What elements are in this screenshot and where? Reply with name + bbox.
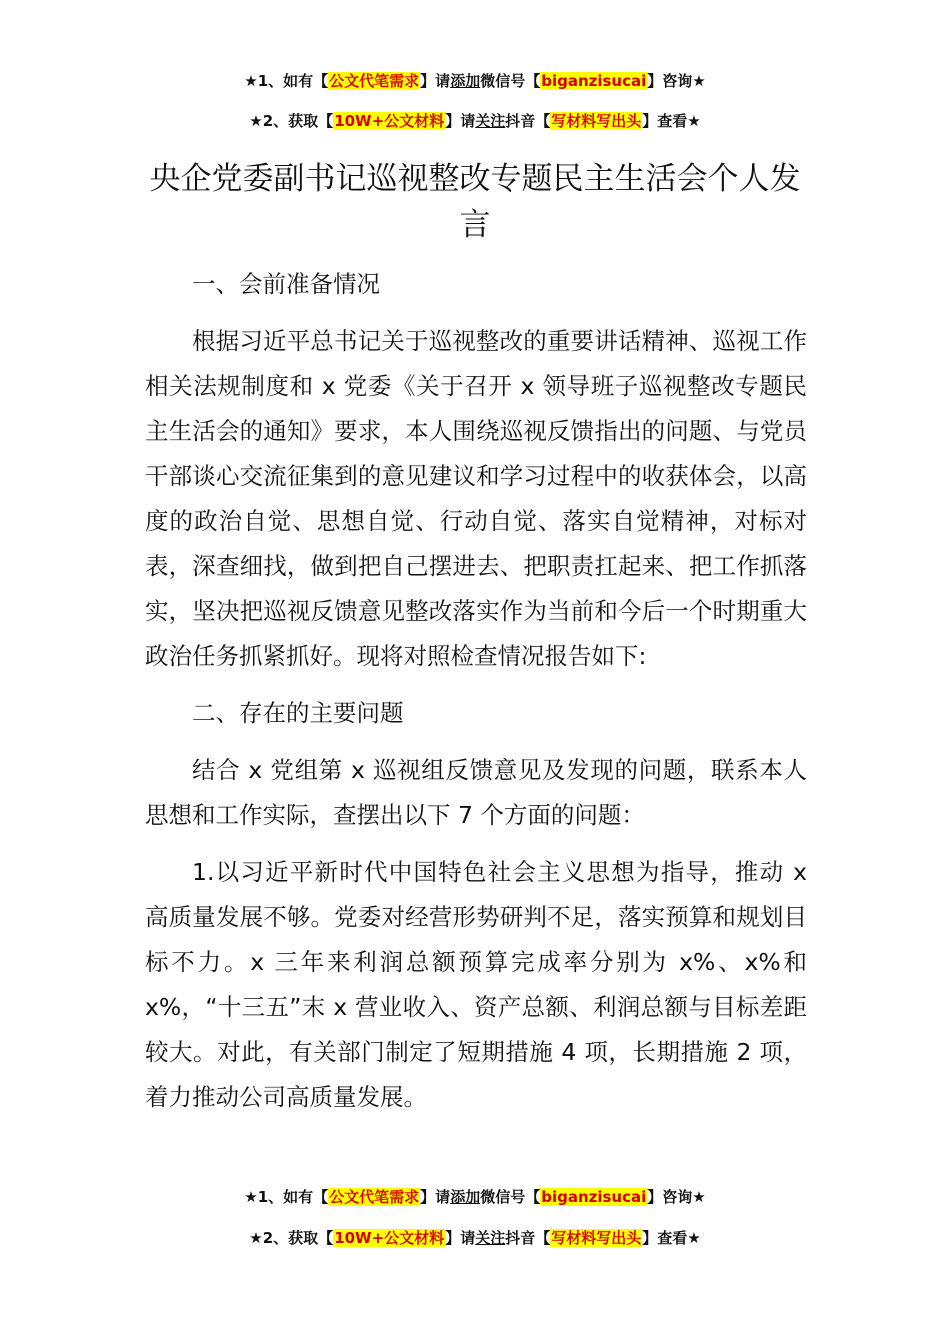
banner-highlight: biganzisucai xyxy=(541,72,647,90)
banner-text: 微信号【 xyxy=(480,72,541,90)
banner-highlight: biganzisucai xyxy=(541,1188,647,1206)
banner-text: 】咨询★ xyxy=(647,72,706,90)
banner-text: 】查看★ xyxy=(642,112,701,130)
banner-highlight: 公文代笔需求 xyxy=(329,1188,420,1206)
document-body xyxy=(145,262,807,1132)
paragraph: 根据习近平总书记关于巡视整改的重要讲话精神、巡视工作相关法规制度和 x 党委《关于召开 x 领导班子巡视整改专题民主生活会的通知》要求，本人围绕巡视反馈指出的问题、与党员干部谈心交流征集到的意见建议和学习过程中的收获体会，以高度的政治自觉、思想自觉、行动自觉、落实自觉精神，对标对表，深查细找，做到把自己摆进去、把职责扛起来、把工作抓落实，坚决把巡视反馈意见整改落实作为当前和今后一个时期重大政治任务抓紧抓好。现将对照检查情况报告如下: xyxy=(145,327,807,670)
banner-text: 抖音【 xyxy=(505,112,551,130)
banner-text: 】请 xyxy=(445,1229,476,1247)
banner-text: 】查看★ xyxy=(642,1229,701,1247)
banner-highlight: 写材料写出头 xyxy=(551,112,642,130)
banner-text: ★2、获取【 xyxy=(249,112,334,130)
banner-highlight: 写材料写出头 xyxy=(551,1229,642,1247)
banner-text: 】请 xyxy=(420,1188,451,1206)
banner-underlined-text: 添加 xyxy=(450,1188,481,1206)
paragraph: 结合 x 党组第 x 巡视组反馈意见及发现的问题，联系本人思想和工作实际，查摆出以下 7 个方面的问题： xyxy=(145,756,807,829)
banner-text: 微信号【 xyxy=(480,1188,541,1206)
banner-highlight: 10W+公文材料 xyxy=(334,1229,445,1247)
footer-banner-line2 xyxy=(0,1227,950,1249)
footer-banner-line1 xyxy=(0,1186,950,1208)
banner-text: ★1、如有【 xyxy=(244,72,329,90)
banner-text: 】请 xyxy=(420,72,451,90)
banner-highlight: 10W+公文材料 xyxy=(334,112,445,130)
banner-underlined-text: 关注 xyxy=(475,1229,506,1247)
banner-text: ★1、如有【 xyxy=(244,1188,329,1206)
banner-underlined-text: 关注 xyxy=(475,112,506,130)
section-heading: 一、会前准备情况 xyxy=(192,270,380,298)
banner-text: 】咨询★ xyxy=(647,1188,706,1206)
section-heading: 二、存在的主要问题 xyxy=(192,699,404,727)
banner-text: 抖音【 xyxy=(505,1229,551,1247)
banner-highlight: 公文代笔需求 xyxy=(329,72,420,90)
header-banner-line2 xyxy=(0,110,950,132)
header-banner-line1 xyxy=(0,70,950,92)
banner-text: 】请 xyxy=(445,112,476,130)
paragraph: 1.以习近平新时代中国特色社会主义思想为指导，推动 x 高质量发展不够。党委对经营形势研判不足，落实预算和规划目标不力。x 三年来利润总额预算完成率分别为 x%、x%和 x%，“十三五”末 x 营业收入、资产总额、利润总额与目标差距较大。对此，有关部门制定了短期措施 4 项，长期措施 2 项，着力推动公司高质量发展。 xyxy=(145,858,807,1111)
banner-text: ★2、获取【 xyxy=(249,1229,334,1247)
document-title: 央企党委副书记巡视整改专题民主生活会个人发言 xyxy=(149,161,801,243)
banner-underlined-text: 添加 xyxy=(450,72,481,90)
